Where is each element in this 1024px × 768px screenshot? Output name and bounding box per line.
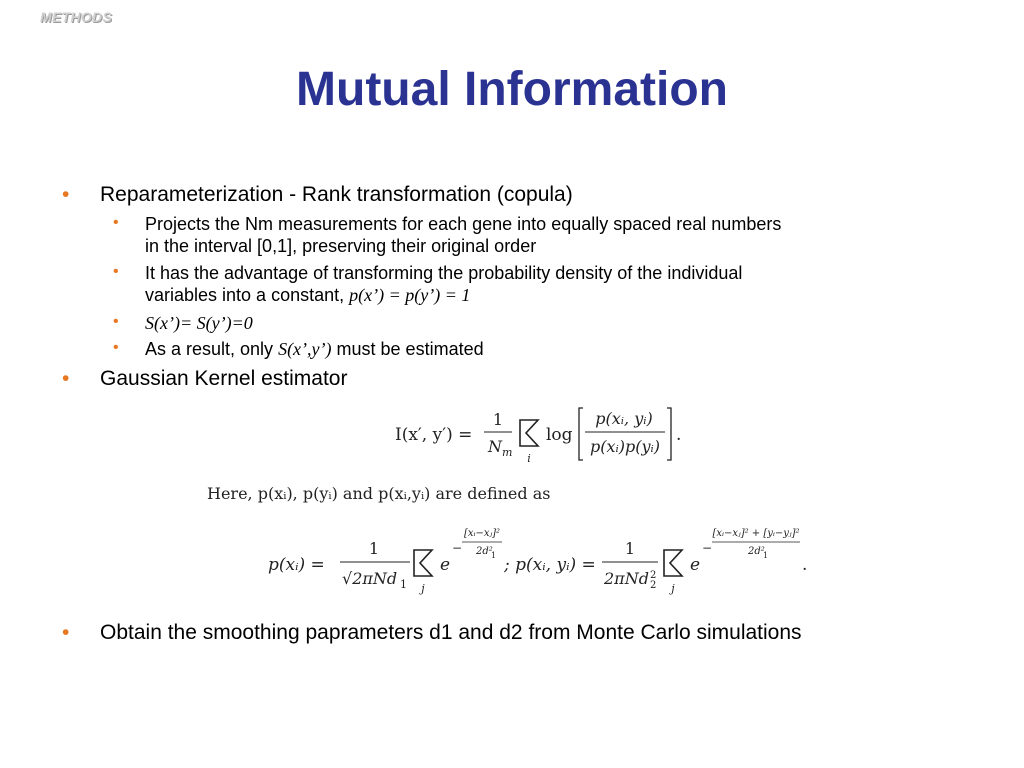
px-denominator-sub: 1 bbox=[400, 578, 407, 591]
pxy-denominator: 2πNd bbox=[604, 569, 649, 588]
bullet-dot-icon: • bbox=[113, 263, 119, 280]
sub-bullet-line-1: It has the advantage of transforming the probability density of the individual bbox=[145, 263, 743, 283]
formula-period: . bbox=[802, 555, 808, 575]
bullet-dot-icon: • bbox=[113, 339, 119, 356]
pxy-lhs: ; p(xᵢ, yᵢ) = bbox=[504, 555, 596, 575]
pxy-denominator-sub: 2 bbox=[650, 580, 657, 591]
sum-icon bbox=[664, 550, 682, 576]
sum-icon bbox=[414, 550, 432, 576]
bullet-dot-icon: • bbox=[62, 621, 70, 644]
bullet-dot-icon: • bbox=[113, 313, 119, 330]
sub-bullet-math: S(x’,y’) bbox=[278, 339, 332, 359]
exp-minus: − bbox=[452, 541, 463, 555]
formula-denominator: N bbox=[488, 437, 502, 456]
exp-base: e bbox=[690, 555, 701, 575]
exp-minus: − bbox=[702, 541, 713, 555]
px-lhs: p(xᵢ) = bbox=[268, 555, 325, 575]
px-numerator: 1 bbox=[368, 539, 380, 558]
sub-bullet-text: variables into a constant, bbox=[145, 285, 350, 305]
formula-period: . bbox=[676, 425, 682, 445]
pxy-exp-numerator: [xᵢ−xⱼ]² + [yᵢ−yⱼ]² bbox=[712, 528, 800, 539]
px-exp-numerator: [xᵢ−xⱼ]² bbox=[463, 528, 501, 539]
left-bracket-icon bbox=[579, 408, 583, 460]
formula-denominator-sub: m bbox=[502, 446, 513, 459]
section-label: METHODS bbox=[40, 9, 113, 25]
sub-bullet-math: S(x’)= S(y’)=0 bbox=[145, 313, 253, 333]
bullet-dot-icon: • bbox=[113, 214, 119, 231]
bullet-text: Reparameterization - Rank transformation (copula) bbox=[100, 183, 573, 206]
right-bracket-icon bbox=[667, 408, 671, 460]
exp-sub-1: 1 bbox=[763, 551, 769, 560]
px-denominator: √2πNd bbox=[342, 569, 398, 588]
sum-index: j bbox=[421, 582, 425, 595]
mutual-information-formula bbox=[380, 400, 710, 470]
fraction-denominator: p(xᵢ)p(yᵢ) bbox=[590, 437, 660, 456]
bullet-text: Gaussian Kernel estimator bbox=[100, 367, 348, 390]
sub-bullet-line-2 bbox=[145, 284, 470, 306]
bullet-text: Obtain the smoothing paprameters d1 and d2 from Monte Carlo simulations bbox=[100, 621, 802, 644]
pxy-denominator-sup: 2 bbox=[650, 570, 657, 581]
log-label: log bbox=[546, 425, 573, 445]
fraction-numerator: p(xᵢ, yᵢ) bbox=[595, 409, 653, 428]
sum-icon bbox=[520, 420, 538, 446]
exp-base: e bbox=[440, 555, 451, 575]
kernel-density-formulas bbox=[262, 522, 822, 602]
sub-bullet-line bbox=[145, 338, 484, 360]
page-title: Mutual Information bbox=[296, 63, 728, 116]
sub-bullet-text: must be estimated bbox=[331, 339, 484, 359]
bullet-dot-icon: • bbox=[62, 367, 70, 390]
exp-sub-1: 1 bbox=[491, 551, 497, 560]
sub-bullet-line-1: Projects the Nm measurements for each gene into equally spaced real numbers bbox=[145, 214, 782, 234]
bullet-dot-icon: • bbox=[62, 183, 70, 206]
pxy-numerator: 1 bbox=[624, 539, 636, 558]
formula-numerator: 1 bbox=[492, 410, 504, 429]
sub-bullet-text: As a result, only bbox=[145, 339, 279, 359]
definition-intro: Here, p(xᵢ), p(yᵢ) and p(xᵢ,yᵢ) are defined as bbox=[207, 484, 551, 503]
sum-index: i bbox=[527, 452, 531, 465]
sub-bullet-line-2: in the interval [0,1], preserving their original order bbox=[145, 236, 537, 256]
formula-lhs: I(x′, y′) = bbox=[395, 425, 473, 445]
pxy-exp-denominator: 2d² bbox=[748, 546, 765, 557]
sub-bullet-math: p(x’) = p(y’) = 1 bbox=[349, 285, 471, 305]
px-exp-denominator: 2d² bbox=[476, 546, 493, 557]
sum-index: j bbox=[671, 582, 675, 595]
